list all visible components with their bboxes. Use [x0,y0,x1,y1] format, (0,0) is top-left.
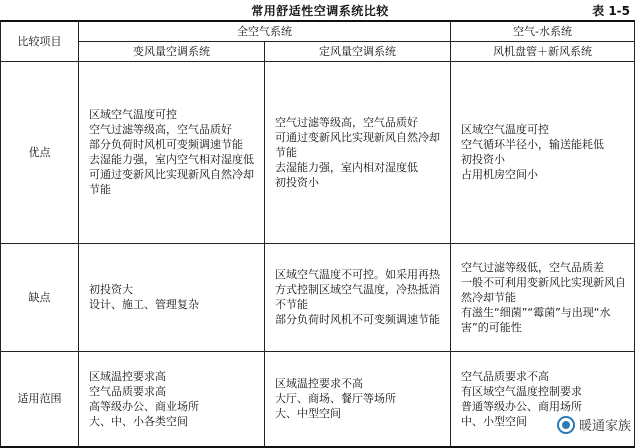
row-label-advantages: 优点 [1,61,79,243]
cell-line: 空气品质要求不高 [461,369,549,383]
table-row-application [1,351,635,447]
header-row-1 [1,21,635,41]
cell-line: 区域空气温度可控 [461,123,549,136]
cell-disadvantages-vav [79,278,264,316]
cell-line: 区域空气温度不可控。如采用再热方式控制区域空气温度，冷热抵消不节能 [275,268,440,311]
cell-line: 部分负荷时风机可变频调速节能 [89,138,243,151]
cell-line: 设计、施工、管理复杂 [89,298,199,311]
cell-line: 空气过滤等级低，空气品质差 [461,260,604,274]
cell-line: 初投资小 [275,175,319,189]
cell-line: 中、小型空间 [461,414,527,428]
header-compare-item: 比较项目 [1,21,79,61]
title-row [0,0,640,20]
cell-line: 空气循环半径小，输送能耗低 [461,138,604,151]
table-row-advantages [1,61,635,243]
cell-line: 区域温控要求不高 [275,377,363,391]
table-row-disadvantages [1,243,635,351]
watermark-text: 暖通家族 [578,419,631,434]
cell-line: 区域温控要求高 [89,369,166,383]
cell-line: 去湿能力强，室内相对湿度低 [275,160,418,174]
table-title: 常用舒适性空调系统比较 [251,4,389,18]
cell-application-vav [79,365,264,433]
cell-line: 有滋生“细菌”“霉菌”与出现“水害”的可能性 [461,305,611,334]
cell-line: 空气品质要求高 [89,384,166,398]
cell-line: 可通过变新风比实现新风自然冷却节能 [89,168,254,196]
cell-line: 有区域空气温度控制要求 [461,384,582,398]
cell-application-cav [265,372,450,425]
cell-line: 可通过变新风比实现新风自然冷却节能 [275,130,440,159]
cell-line: 区域空气温度可控 [89,108,177,121]
cell-disadvantages-fcu [451,256,634,339]
cell-line: 空气过滤等级高，空气品质好 [275,115,418,129]
header-all-air: 全空气系统 [79,21,451,41]
cell-line: 占用机房空间小 [461,168,538,181]
cell-advantages-fcu [451,118,634,186]
cell-line: 一般不可利用变新风比实现新风自然冷却节能 [461,275,626,304]
row-label-application: 适用范围 [1,351,79,447]
comparison-table [0,20,635,448]
watermark-logo-icon [557,416,575,434]
cell-disadvantages-cav [265,263,450,331]
cell-line: 大、中型空间 [275,407,341,421]
table-number: 表 1-5 [592,4,630,18]
cell-line: 高等级办公、商业场所 [89,399,199,413]
cell-line: 普通等级办公、商用场所 [461,399,582,413]
cell-advantages-vav [79,103,264,201]
watermark [554,414,634,435]
cell-line: 部分负荷时风机不可变频调速节能 [275,313,440,326]
header-vav: 变风量空调系统 [79,41,265,61]
cell-line: 大、中、小各类空间 [89,414,188,428]
cell-line: 去湿能力强，室内空气相对湿度低 [89,153,254,166]
cell-line: 大厅、商场、餐厅等场所 [275,392,396,406]
cell-advantages-cav [265,111,450,194]
header-row-2 [1,41,635,61]
cell-line: 初投资小 [461,153,505,166]
header-cav: 定风量空调系统 [265,41,451,61]
header-fcu: 风机盘管＋新风系统 [451,41,635,61]
row-label-disadvantages: 缺点 [1,243,79,351]
cell-line: 初投资大 [89,283,133,296]
cell-line: 空气过滤等级高，空气品质好 [89,123,232,136]
header-air-water: 空气-水系统 [451,21,635,41]
